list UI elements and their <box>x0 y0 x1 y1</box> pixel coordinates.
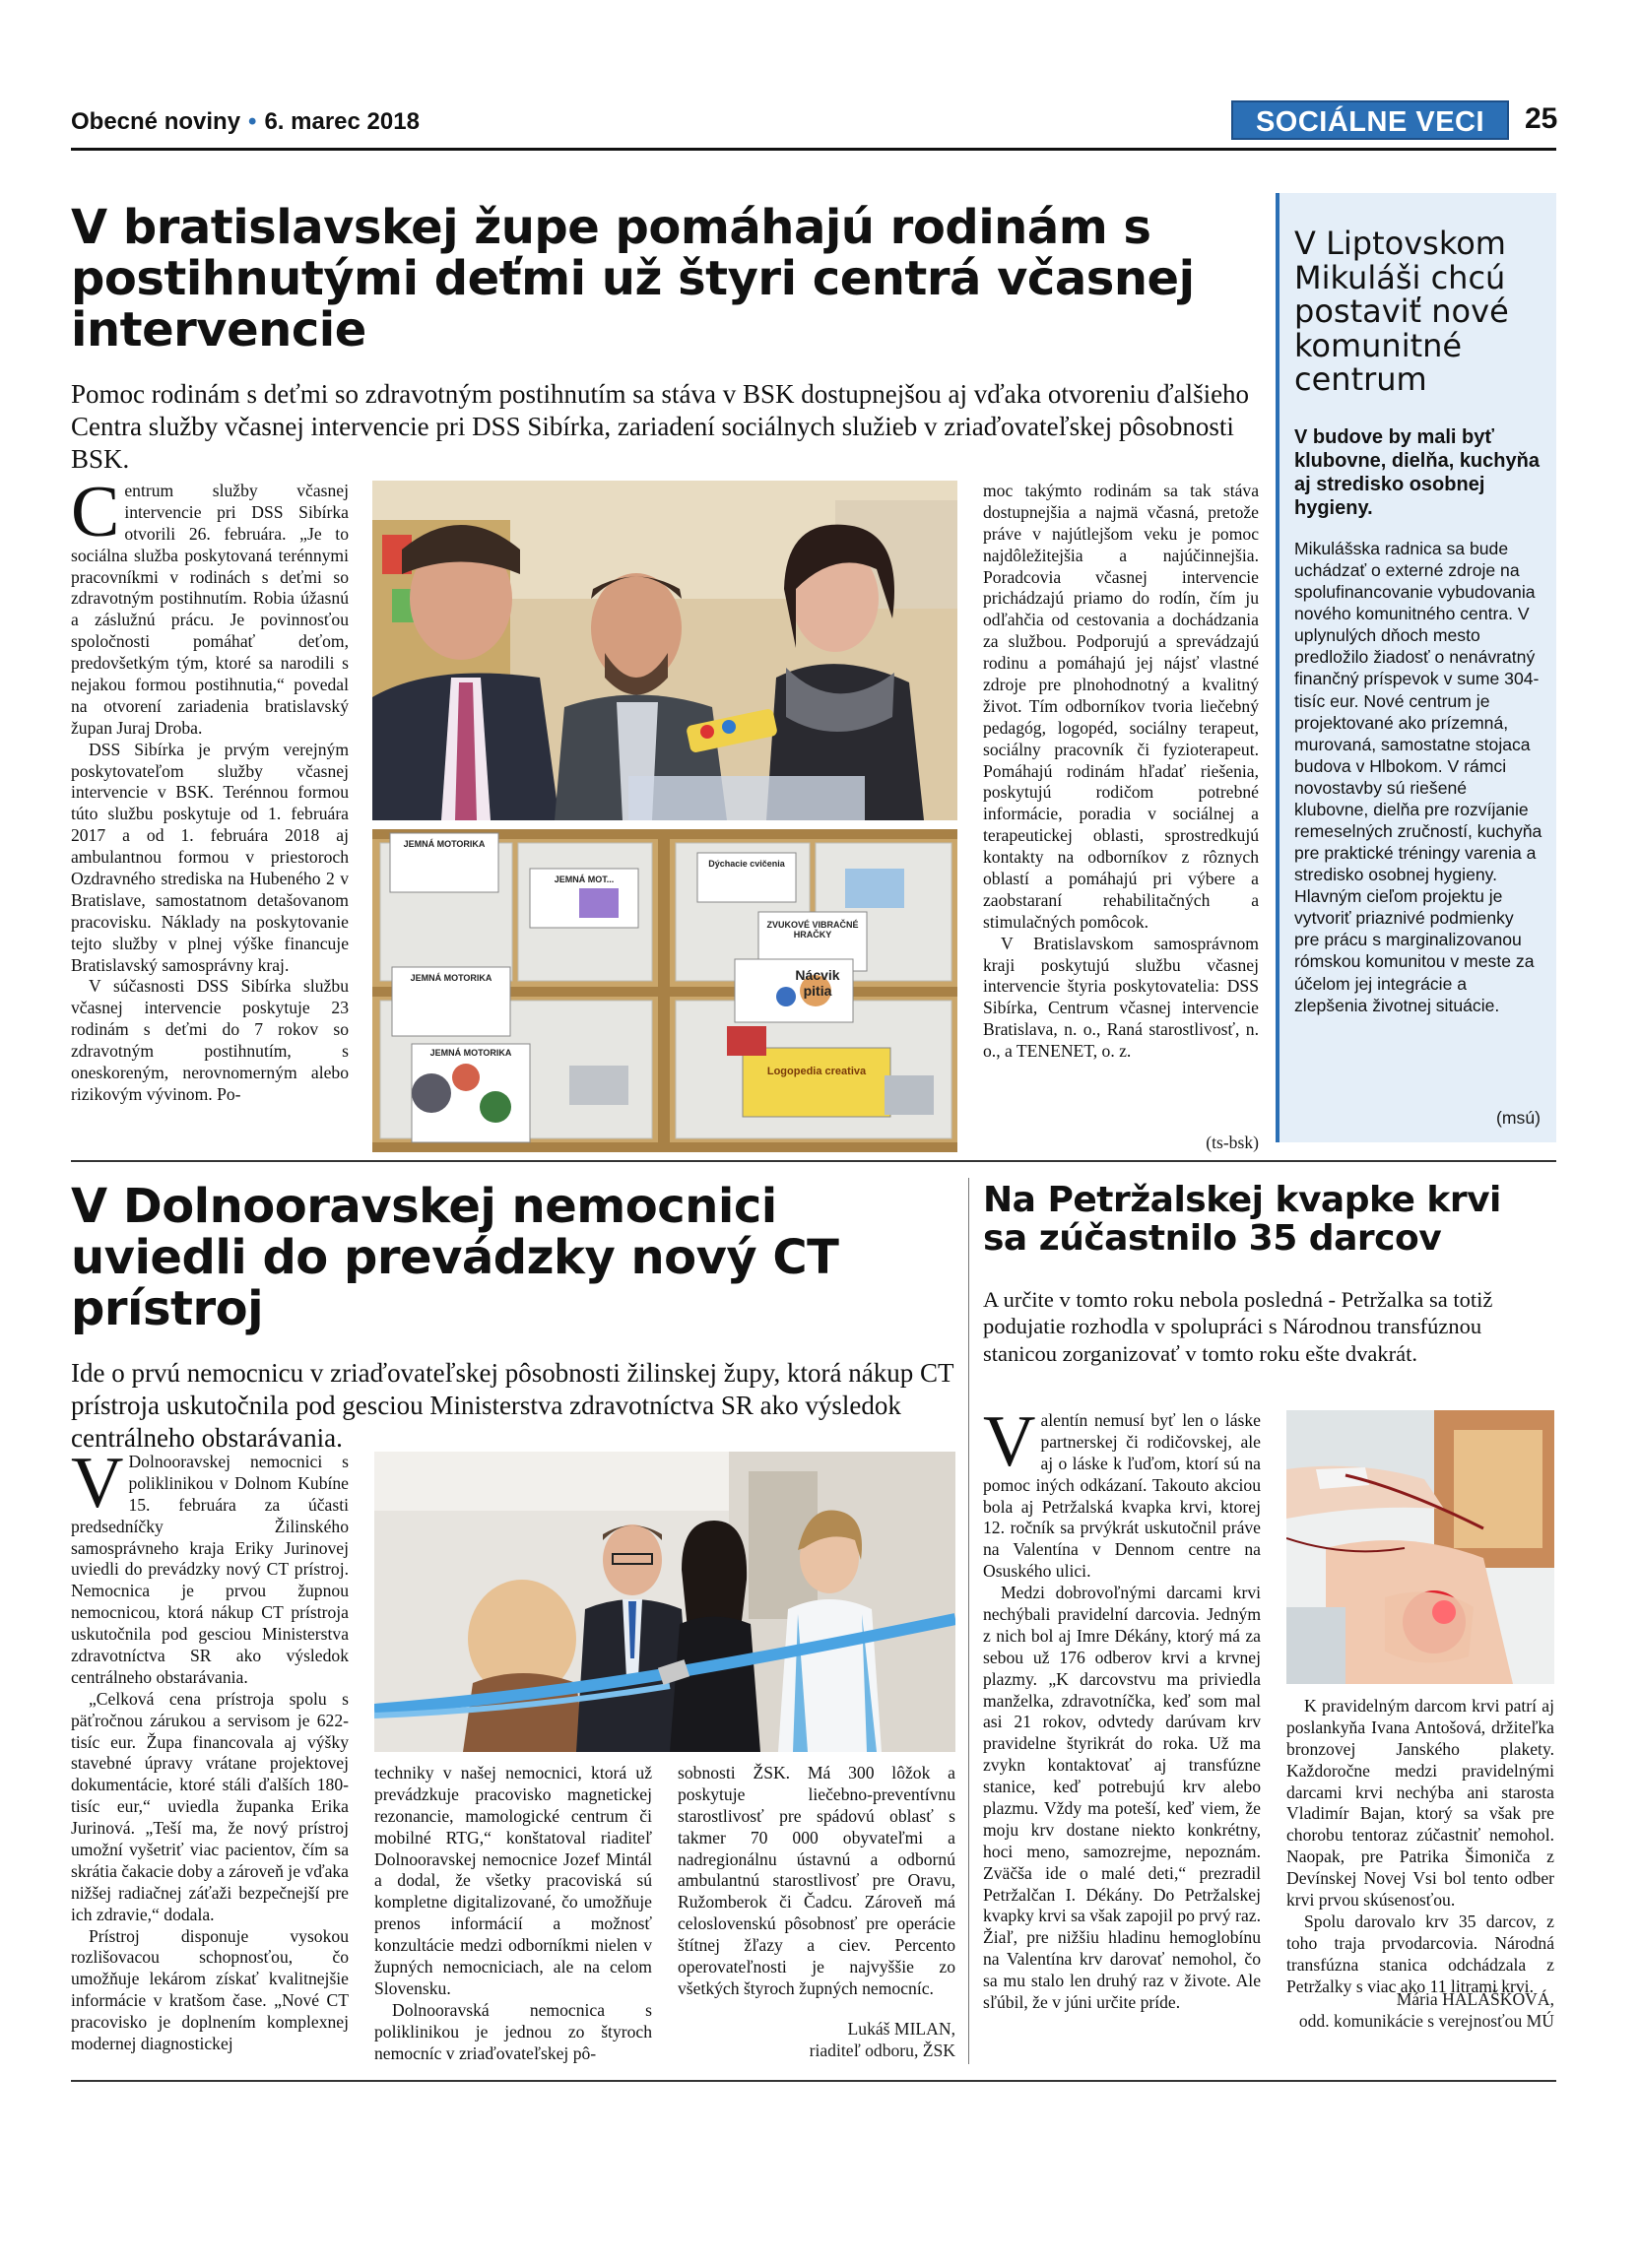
article2-paragraph: Dolnooravská nemocnica s poliklinikou je jednou zo štyroch nemocníc v zriaďovateľskej pô- <box>374 1999 652 2063</box>
article1-signature: (ts-bsk) <box>1206 1133 1259 1152</box>
article2-lead: Ide o prvú nemocnicu v zriaďovateľskej pôsobnosti žilinskej župy, ktorá nákup CT prístroja uskutočnila pod gesciou Ministerstva zdravotníctva SR ako výsledok centrálneho obstarávania. <box>71 1358 953 1453</box>
article3-paragraph: Spolu darovalo krv 35 darcov, z toho traja prvodarcovia. Národná transfúzna stanica odchádzala z Petržalky s viac ako 11 litrami krvi. <box>1286 1911 1554 1996</box>
publication-name: Obecné noviny <box>71 108 241 135</box>
sidebar-body: Mikulášska radnica sa bude uchádzať o externé zdroje na spolufinancovanie vybudovania nového komunitného centra. V uplynulých dňoch mesto predložilo žiadosť o nenávratný finančný príspevok v sume 304-tisíc eur. Nové centrum je projektované ako prízemná, murovaná, samostatne stojaca budova v Hlbokom. V rámci novostavby sú riešené klubovne, dielňa pre rozvíjanie remeselných zručností, kuchyňa pre praktické tréningy varenia a stredisko osobnej hygieny. Hlavným cieľom projektu je vytvoriť priaznivé podmienky pre prácu s marginalizovanou rómskou komunitou v meste za účelom jej integrácie a zlepšenia životnej situácie. <box>1294 539 1542 1015</box>
article2-paragraph: techniky v našej nemocnici, ktorá už prevádzkuje pracovisko magnetickej rezonancie, mamologické centrum či mobilné RTG,“ konštatoval riaditeľ Dolnooravskej nemocnice Jozef Mintál a dodal, že všetky pracoviská sú kompletne digitalizované, čo umožňuje prenos informácií a možnosť konzultácie medzi odborníkmi nielen v župných nemocniciach, ale na celom Slovensku. <box>374 1763 652 1998</box>
article3-signature-role: odd. komunikácie s verejnosťou MÚ <box>1298 2010 1554 2031</box>
section-divider <box>71 1160 1556 1162</box>
article1-paragraph: moc takýmto rodinám sa tak stáva dostupnejšia a najmä včasná, pretože práve v najútlejšom veku je pomoc najdôležitejšia a najúčinnejšia. Poradcovia včasnej intervencie prichádzajú priamo do rodín, čím ju odľahčia od cestovania a dochádzania za službou. Podporujú a sprevádzajú rodinu a pomáhajú jej nájsť vlastné zdroje pre plnohodnotný a kvalitný život. Tím odborníkov tvoria liečebný pedagóg, logopéd, sociálny terapeut, sociálny pracovník či fyzioterapeut. Pomáhajú rodinám hľadať riešenia, poskytujú rodičom potrebné informácie, poradia v sociálnej a terapeutickej oblasti, sprostredkujú kontakty na odborníkov z rôznych oblastí a pomáhajú pri výbere a zaobstaraní rehabilitačných a stimulačných pomôcok. <box>983 481 1259 932</box>
article2-paragraph: „Celková cena prístroja spolu s päťročnou zárukou a servisom je 622-tisíc eur. Župa financovala aj výšky stavebné úpravy vrátane projektovej dokumentácie, ktoré stáli ďalších 180-tisíc eur,“ uviedla županka Erika Jurinová. „Teší ma, že nový prístroj umožní vyšetriť viac pacientov, čím sa skrátia čakacie doby a zároveň je vďaka nižšej radiačnej záťaži bezpečnejší pre ich zdravie,“ dodala. <box>71 1688 349 1924</box>
article3-signature <box>1286 1989 1554 2033</box>
column-divider <box>968 1178 969 2064</box>
article1-column-1 <box>71 472 349 1106</box>
article1-paragraph: V súčasnosti DSS Sibírka službu včasnej intervencie poskytuje 23 rodinám s deťmi do 7 rokov so zdravotným postihnutím, s oneskoreným, nerovnomerným alebo rizikovým vývinom. Po- <box>71 976 349 1104</box>
photo-storage-boxes <box>372 829 957 1152</box>
photo-ribbon-cutting <box>374 1452 955 1752</box>
sidebar-title: V Liptovskom Mikuláši chcú postaviť nové komunitné centrum <box>1294 225 1509 399</box>
article1-column-3 <box>983 481 1259 1063</box>
article3-paragraph: alentín nemusí byť len o láske partnerskej či rodičovskej, ale aj o láske k ľuďom, ktorí sú na pomoc iných odkázaní. Takouto akciou bola aj Petržalská kvapka krvi, ktorej 12. ročník sa prvýkrát uskutočnil práve na Valentína v Dennom centre na Osuského ulici. <box>983 1410 1261 1582</box>
article1-title: V bratislavskej župe pomáhajú rodinám s postihnutými deťmi už štyri centrá včasnej intervencie <box>71 200 1195 357</box>
article2-signature-role: riaditeľ odboru, ŽSK <box>809 2040 955 2060</box>
photo-blood-donation <box>1286 1410 1554 1684</box>
article1-paragraph: V Bratislavskom samosprávnom kraji poskytujú službu včasnej intervencie štyria poskytovatelia: DSS Sibírka, Centrum včasnej intervencie Bratislava, n. o., Raná starostlivosť, n. o., a TENENET, o. z. <box>983 933 1259 1062</box>
article2-signature <box>678 2019 955 2062</box>
article1-paragraph: DSS Sibírka je prvým verejným poskytovateľom služby včasnej intervencie v BSK. Terénnou formou túto službu poskytuje od 1. februára 2017 a od 1. februára 2018 aj ambulantnou formou v priestoroch Ozdravného strediska na Hubeného 2 v Bratislave, samostatnom detašovanom pracovisku. Náklady na poskytovanie tejto služby v plnej výške financuje Bratislavský samosprávny kraj. <box>71 739 349 975</box>
article2-title: V Dolnooravskej nemocnici uviedli do prevádzky nový CT prístroj <box>71 1179 839 1336</box>
article3-title: Na Petržalskej kvapke krvi sa zúčastnilo 35 darcov <box>983 1180 1501 1259</box>
box-label: JEMNÁ MOT... <box>554 875 615 884</box>
article2-dropcap: V <box>71 1443 124 1523</box>
box-label: Logopedia creativa <box>766 1066 867 1077</box>
article2-column-2 <box>374 1763 652 2064</box>
article3-column-1 <box>983 1401 1261 2014</box>
box-label: JEMNÁ MOTORIKA <box>410 973 492 983</box>
article1-lead: Pomoc rodinám s deťmi so zdravotným postihnutím sa stáva v BSK dostupnejšou aj vďaka otvoreniu ďalšieho Centra služby včasnej intervencie pri DSS Sibírka, zariadení sociálnych služieb v zriaďovateľskej pôsobnosti BSK. <box>71 379 1250 474</box>
article3-paragraph: Medzi dobrovoľnými darcami krvi nechýbali pravidelní darcovia. Jedným z nich bol aj Imre Dékány, ktorý má za sebou už 176 odberov krvi a krvnej plazmy. „K darcovstvu ma priviedla manželka, zdravotníčka, keď som mal asi 21 rokov, odvtedy darúvam krv pravidelne štyrikrát do roka. Už ma zvykn kontaktovať aj transfúzne stanice, keď potrebujú krv alebo plazmu. Vždy ma poteší, keď viem, že moju krv dostane niekto konkrétny, hoci meno, samozrejme, nepoznám. Zväčša ide o malé deti,“ prezradil Petržalčan I. Dékány. Do Petržalskej kvapky krvi sa však zapojil po prvý raz. Žiaľ, pre nižšiu hladinu hemoglobínu na Valentína krv darovať nemohol, čo sa mu stalo len druhý raz v živote. Ale sľúbil, že v júni určite príde. <box>983 1583 1261 2013</box>
article1-paragraph: entrum služby včasnej intervencie pri DSS Sibírka otvorili 26. februára. „Je to sociálna služba poskytovaná terénnymi pracovníkmi v rodinách s deťmi so zdravotným postihnutím. Robia úžasnú a záslužnú prácu. Je povinnosťou spoločnosti pomáhať deťom, predovšetkým tým, ktoré sa narodili s nejakou formou postihnutia,“ povedal na otvorení zariadenia bratislavský župan Juraj Droba. <box>71 481 349 738</box>
masthead <box>71 108 420 136</box>
footer-rule <box>71 2080 1556 2082</box>
article1-dropcap: C <box>71 472 120 552</box>
page-number: 25 <box>1525 102 1558 135</box>
article2-column-1 <box>71 1443 349 2055</box>
issue-date: 6. marec 2018 <box>264 108 420 135</box>
header-rule <box>71 148 1556 151</box>
box-label: JEMNÁ MOTORIKA <box>403 839 486 849</box>
article3-paragraph: K pravidelným darcom krvi patrí aj poslankyňa Ivana Antošová, držiteľka bronzovej Janského plakety. Každoročne medzi pravidelnými darcami krvi nechýba ani starosta Vladimír Bajan, ktorý sa však pre chorobu tentoraz zúčastniť nemohol. Naopak, pre Patrika Šimoniča z Devínskej Novej Vsi bol tento odber krvi prvou skúsenosťou. <box>1286 1696 1554 1911</box>
article2-paragraph: Dolnooravskej nemocnici s poliklinikou v Dolnom Kubíne 15. februára za účasti predsedníčky Žilinského samosprávneho kraja Eriky Jurinovej uviedli do prevádzky nový CT prístroj. Nemocnica je prvou župnou nemocnicou, ktorá nákup CT prístroja uskutočnila pod gesciou Ministerstva zdravotníctva SR ako výsledok centrálneho obstarávania. <box>71 1452 349 1687</box>
separator-dot: • <box>248 108 257 135</box>
article2-column-3 <box>678 1763 955 2000</box>
article2-paragraph: sobnosti ŽSK. Má 300 lôžok a poskytuje liečebno-preventívnu starostlivosť pre spádovú oblasť s takmer 70 000 obyvateľmi a nadregionálnu ústavnú a odbornú ambulantnú starostlivosť pre Oravu, Ružomberok či Čadcu. Zároveň má celoslovenskú pôsobnosť pre operácie štítnej žľazy a ciev. Percento operovateľnosti je najvyššie zo všetkých štyroch župných nemocníc. <box>678 1763 955 1998</box>
article2-paragraph: Prístroj disponuje vysokou rozlišovacou schopnosťou, čo umožňuje lekárom získať kvalitnejšie informácie v kratšom čase. „Nové CT pracovisko je doplnením komplexnej modernej diagnostickej <box>71 1925 349 2054</box>
box-label: Dýchacie cvičenia <box>708 859 785 869</box>
article3-dropcap: V <box>983 1401 1036 1482</box>
article3-lead: A určite v tomto roku nebola posledná - Petržalka sa totiž podujatie rozhodla v spolupráci s Národnou transfúznou stanicou zorganizovať v tomto roku ešte dvakrát. <box>983 1287 1493 1366</box>
article3-column-2 <box>1286 1696 1554 1997</box>
article2-signature-name: Lukáš MILAN, <box>847 2019 955 2039</box>
section-tag: SOCIÁLNE VECI <box>1231 100 1509 140</box>
box-label: ZVUKOVÉ VIBRAČNÉ HRAČKY <box>766 920 859 940</box>
sidebar-lead: V budove by mali byť klubovne, dielňa, kuchyňa aj stredisko osobnej hygieny. <box>1294 426 1540 519</box>
box-label: JEMNÁ MOTORIKA <box>429 1048 512 1058</box>
photo-officials-with-toy <box>372 481 957 820</box>
sidebar-signature: (msú) <box>1496 1108 1541 1128</box>
box-label: Nácvik pitia <box>795 967 840 999</box>
article3-signature-name: Mária HALAŠKOVÁ, <box>1396 1989 1554 2009</box>
